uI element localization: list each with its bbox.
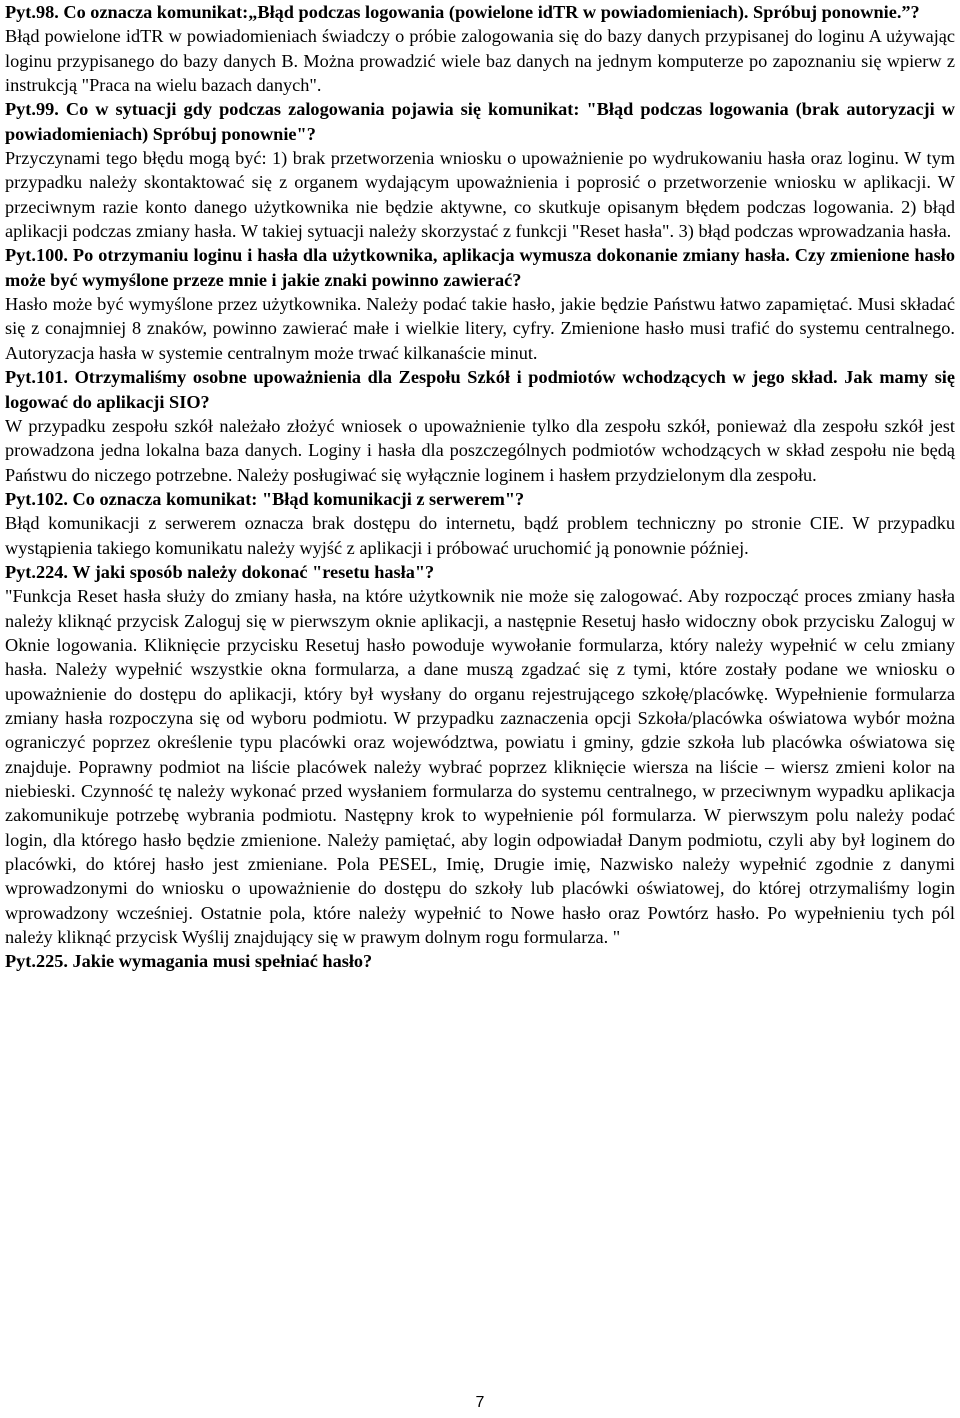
qa-item-101 (5, 365, 955, 487)
qa-item-225 (5, 949, 955, 973)
answer-text: W przypadku zespołu szkół należało złożyć wniosek o upoważnienie tylko dla zespołu szkół, ponieważ dla zespołu szkół jest prowadzona jedna lokalna baza danych. Loginy i hasła dla poszczególnych podmiotów wchodzących w skład zespołu nie będą Państwu do niczego potrzebne. Należy posługiwać się wyłącznie loginem i hasłem przydzielonym dla zespołu. (5, 415, 955, 485)
question-text: Pyt.225. Jakie wymagania musi spełniać hasło? (5, 951, 373, 972)
question-text: Pyt.224. W jaki sposób należy dokonać "resetu hasła"? (5, 561, 435, 582)
page-number: 7 (475, 1394, 485, 1411)
qa-item-100 (5, 243, 955, 365)
answer-text: Przyczynami tego błędu mogą być: 1) brak przetworzenia wniosku o upoważnienie po wydrukowaniu hasła oraz loginu. W tym przypadku należy skontaktować się z organem wydającym upoważnienia i poprosić o przetworzenie wniosku w aplikacji. W przeciwnym razie konto danego użytkownika nie będzie aktywne, co skutkuje opisanym błędem podczas logowania. 2) błąd aplikacji podczas zmiany hasła. W takiej sytuacji należy skorzystać z funkcji "Reset hasła". 3) błąd podczas wprowadzania hasła. (5, 148, 955, 242)
question-text: Pyt.98. Co oznacza komunikat:„Błąd podczas logowania (powielone idTR w powiadomieniach). Spróbuj ponownie.”? (5, 2, 920, 22)
answer-text: Błąd powielone idTR w powiadomieniach świadczy o próbie zalogowania się do bazy danych przypisanej do loginu A używając loginu przypisanego do bazy danych B. Można prowadzić wiele baz danych na jednym komputerze po zapoznaniu się wpierw z instrukcją "Praca na wielu bazach danych". (5, 26, 955, 96)
qa-item-99 (5, 97, 955, 243)
question-text: Pyt.102. Co oznacza komunikat: "Błąd komunikacji z serwerem"? (5, 488, 525, 509)
answer-text: Błąd komunikacji z serwerem oznacza brak dostępu do internetu, bądź problem techniczny po stronie CIE. W przypadku wystąpienia takiego komunikatu należy wyjść z aplikacji i próbować uruchomić ją ponownie później. (5, 513, 955, 558)
answer-text: Hasło może być wymyślone przez użytkownika. Należy podać takie hasło, jakie będzie Państwu łatwo zapamiętać. Musi składać się z conajmniej 8 znaków, powinno zawierać małe i wielkie litery, cyfry. Zmienione hasło musi trafić do systemu centralnego. Autoryzacja hasła w systemie centralnym może trwać kilkanaście minut. (5, 294, 955, 363)
question-text: Pyt.101. Otrzymaliśmy osobne upoważnienia dla Zespołu Szkół i podmiotów wchodzących w jego skład. Jak mamy się logować do aplikacji SIO? (5, 367, 955, 412)
answer-text: "Funkcja Reset hasła służy do zmiany hasła, na które użytkownik nie może się zalogować. Aby rozpocząć proces zmiany hasła należy kliknąć przycisk Zaloguj się w pierwszym oknie aplikacji, a następnie Resetuj hasło widoczny obok przycisku Zaloguj w Oknie logowania. Kliknięcie przycisku Resetuj hasło powoduje wywołanie formularza, który należy wypełnić w celu zmiany hasła. Należy wypełnić wszystkie okna formularza, a dane muszą zgadzać się z tymi, które zostały podane we wniosku o upoważnienie do dostępu do aplikacji, który był wysłany do organu rejestrującego szkołę/placówkę. Wypełnienie formularza zmiany hasła rozpoczyna się od wyboru podmiotu. W przypadku zaznaczenia opcji Szkoła/placówka oświatowa wybór można ograniczyć poprzez określenie typu placówki oraz województwa, powiatu i gminy, gdzie szkoła lub placówka oświatowa się znajduje. Poprawny podmiot na liście placówek należy wybrać poprzez kliknięcie wiersza na liście – wiersz zmieni kolor na niebieski. Czynność tę należy wykonać przed wysłaniem formularza do systemu centralnego, w przeciwnym wypadku aplikacja zakomunikuje potrzebę wybrania podmiotu. Następny krok to wypełnienie pól formularza. W pierwszym polu należy podać login, dla którego hasło będzie zmienione. Należy pamiętać, aby login odpowiadał Danym podmiotu, czyli aby był loginem do placówki, do której hasło jest zmieniane. Pola PESEL, Imię, Drugie imię, Nazwisko należy wypełnić zgodnie z danymi wprowadzonymi do wniosku o upoważnienie do dostępu do szkoły lub placówki oświatowej, do której otrzymaliśmy login wprowadzony wcześniej. Ostatnie pola, które należy wypełnić to Nowe hasło oraz Powtórz hasło. Po wypełnieniu tych pól należy kliknąć przycisk Wyślij znajdujący się w prawym dolnym rogu formularza. " (5, 586, 955, 948)
question-text: Pyt.100. Po otrzymaniu loginu i hasła dla użytkownika, aplikacja wymusza dokonanie zmiany hasła. Czy zmienione hasło może być wymyślone przeze mnie i jakie znaki powinno zawierać? (5, 245, 955, 290)
document-page (5, 0, 955, 974)
qa-item-102 (5, 487, 955, 560)
qa-item-224 (5, 560, 955, 950)
question-text: Pyt.99. Co w sytuacji gdy podczas zalogowania pojawia się komunikat: "Błąd podczas logowania (brak autoryzacji w powiadomieniach) Spróbuj ponownie"? (5, 99, 955, 144)
qa-item-98 (5, 0, 955, 97)
